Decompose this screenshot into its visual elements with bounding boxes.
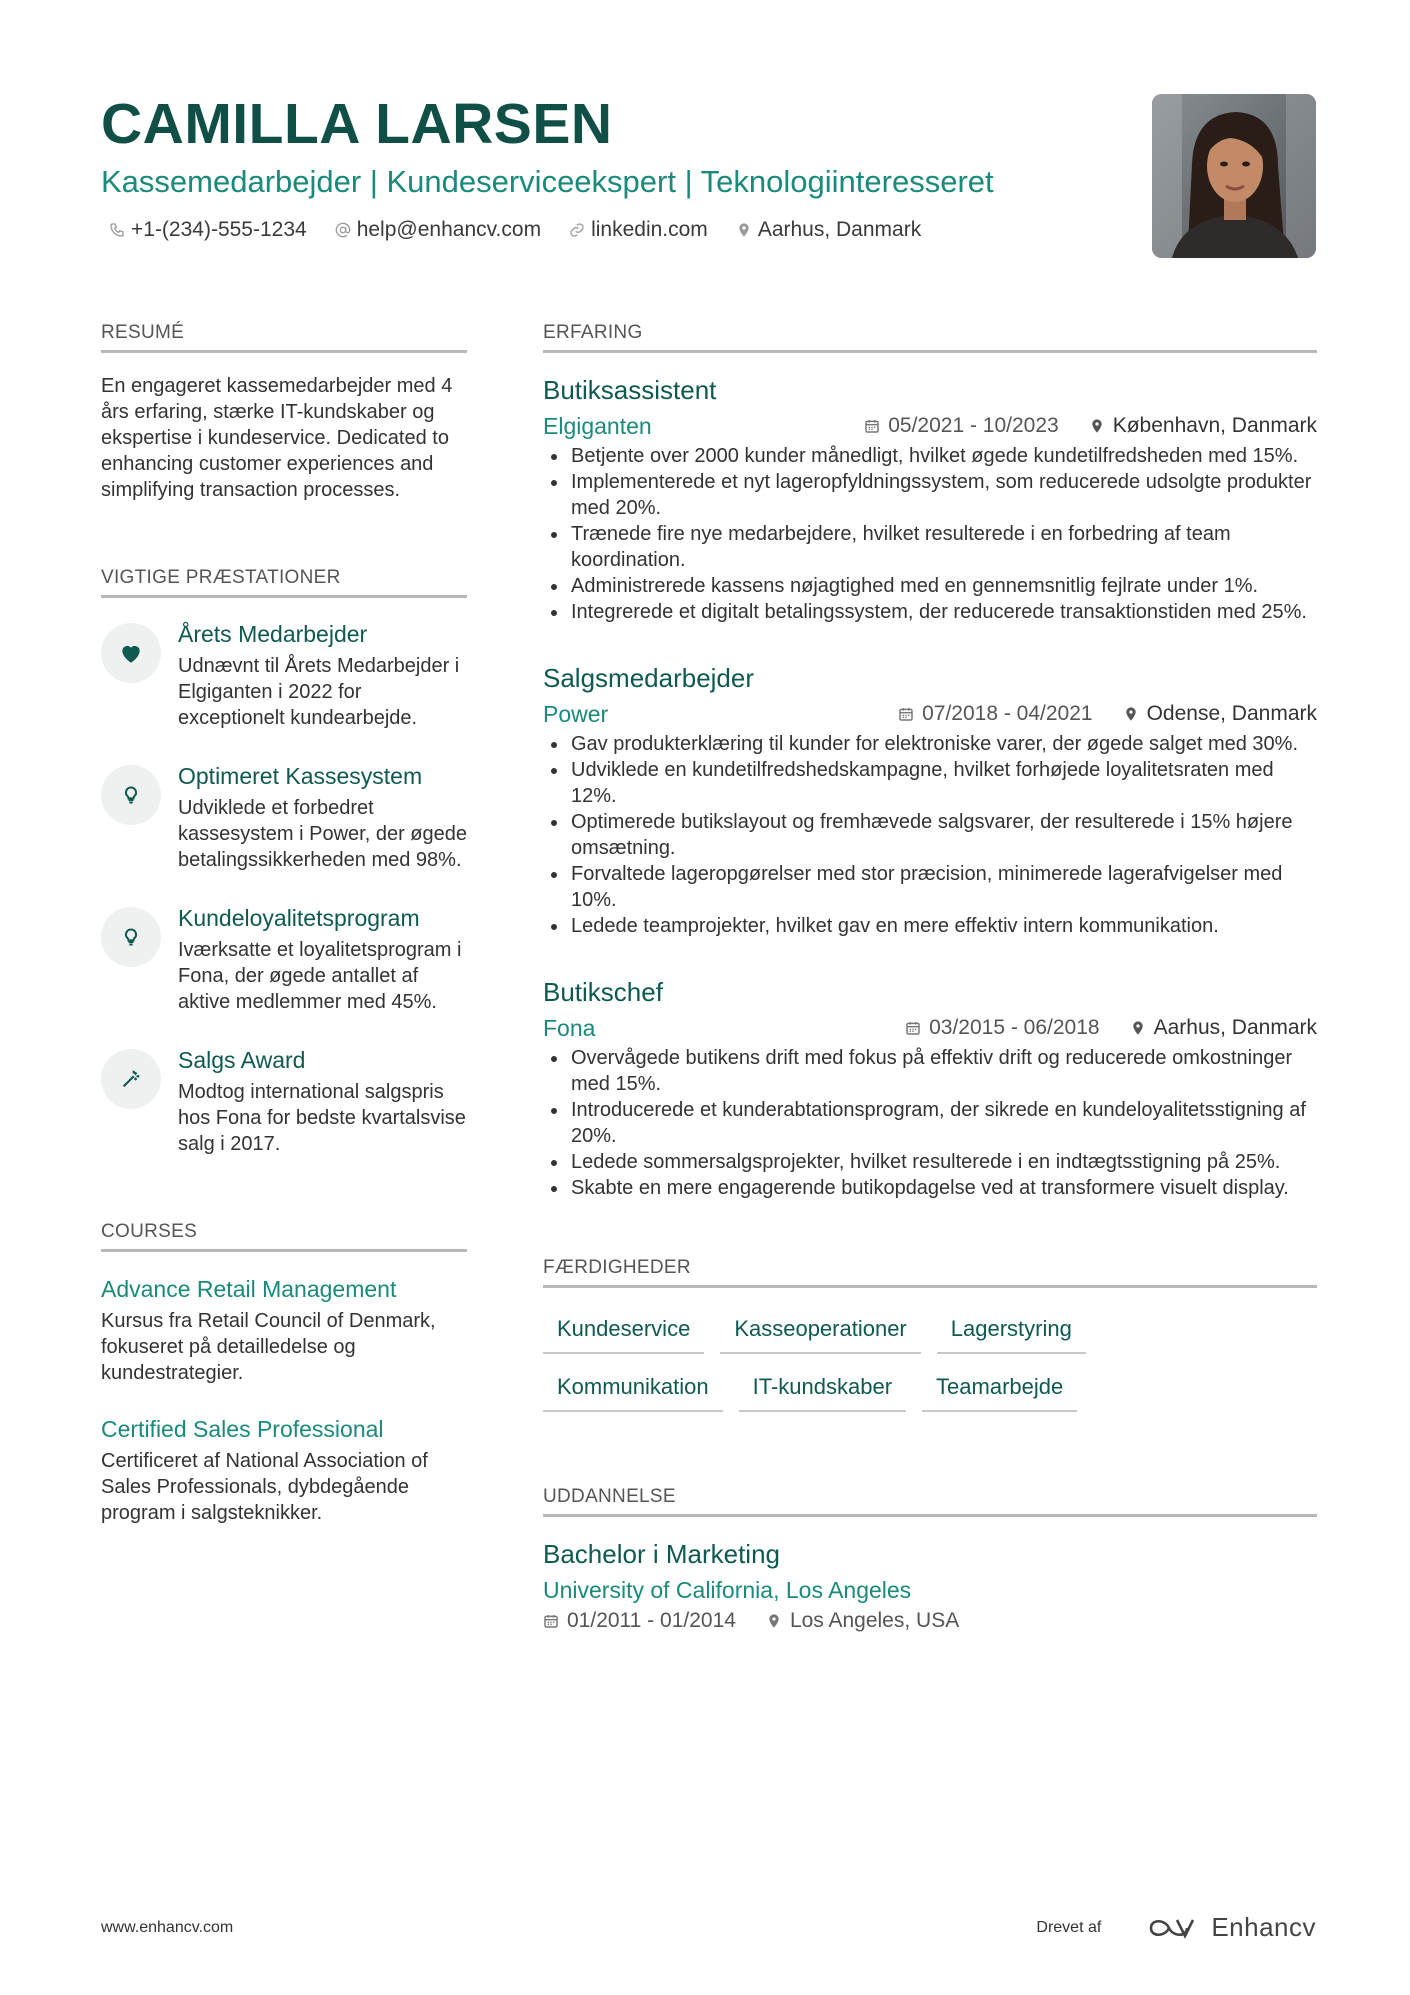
achievement-text: Modtog international salgspris hos Fona for bedste kvartalsvise salg i 2017. bbox=[178, 1081, 466, 1155]
calendar-icon bbox=[898, 706, 914, 722]
contact-location bbox=[736, 216, 921, 244]
education-section bbox=[543, 1484, 1317, 1633]
achievement-text: Udviklede et forbedret kassesystem i Power, der øgede betalingssikkerheden med 98%. bbox=[178, 797, 468, 871]
list-item: Introducerede et kunderabtationsprogram, der sikrede en kundeloyalitetsstigning af 20%. bbox=[543, 1097, 1317, 1149]
job-meta-row bbox=[543, 411, 1317, 441]
magic-wand-icon bbox=[101, 1049, 161, 1109]
footer-site-link[interactable]: www.enhancv.com bbox=[101, 1918, 234, 1936]
job-company: Fona bbox=[543, 1015, 596, 1041]
link-icon bbox=[569, 222, 585, 238]
job-dates bbox=[864, 414, 1058, 438]
course-item bbox=[101, 1414, 467, 1526]
summary-section bbox=[101, 320, 467, 503]
lightbulb-icon bbox=[101, 907, 161, 967]
job-title: Salgsmedarbejder bbox=[543, 663, 755, 693]
course-item bbox=[101, 1274, 467, 1386]
profile-photo bbox=[1152, 94, 1316, 258]
job-entry bbox=[543, 661, 1317, 939]
achievement-body bbox=[178, 761, 467, 873]
location-pin-icon bbox=[1089, 417, 1105, 435]
list-item: Ledede teamprojekter, hvilket gav en mere effektiv intern kommunikation. bbox=[543, 913, 1317, 939]
summary-heading: RESUMÉ bbox=[101, 320, 467, 353]
job-company: Elgiganten bbox=[543, 413, 652, 439]
achievement-item bbox=[101, 619, 467, 731]
achievement-title: Optimeret Kassesystem bbox=[178, 763, 423, 789]
education-heading: UDDANNELSE bbox=[543, 1484, 1317, 1517]
course-text: Kursus fra Retail Council of Denmark, fokuseret på detailledelse og kundestrategier. bbox=[101, 1310, 436, 1384]
achievement-body bbox=[178, 903, 467, 1015]
calendar-icon bbox=[543, 1613, 559, 1629]
courses-heading: COURSES bbox=[101, 1219, 467, 1252]
summary-text: En engageret kassemedarbejder med 4 års erfaring, stærke IT-kundskaber og ekspertise i kundeservice. Dedicated to enhancing customer experiences and simplifying transaction processes. bbox=[101, 375, 453, 501]
job-dates bbox=[905, 1016, 1099, 1040]
job-bullets bbox=[543, 731, 1317, 939]
location-text: Aarhus, Danmark bbox=[757, 218, 922, 241]
skills-heading: FÆRDIGHEDER bbox=[543, 1255, 1317, 1288]
education-school: University of California, Los Angeles bbox=[543, 1577, 912, 1603]
job-meta bbox=[898, 702, 1317, 726]
list-item: Udviklede en kundetilfredshedskampagne, hvilket forhøjede loyalitetsraten med 12%. bbox=[543, 757, 1317, 809]
achievements-heading: VIGTIGE PRÆSTATIONER bbox=[101, 565, 467, 598]
contact-email[interactable] bbox=[335, 216, 541, 244]
job-company: Power bbox=[543, 701, 609, 727]
job-dates-text: 05/2021 - 10/2023 bbox=[888, 414, 1059, 437]
email-text: help@enhancv.com bbox=[356, 218, 542, 241]
achievement-text: Udnævnt til Årets Medarbejder i Elgiganten i 2022 for exceptionelt kundearbejde. bbox=[178, 655, 460, 729]
education-dates bbox=[543, 1609, 736, 1633]
list-item: Administrerede kassens nøjagtighed med en gennemsnitlig fejlrate under 1%. bbox=[543, 573, 1317, 599]
list-item: Skabte en mere engagerende butikopdagelse ved at transformere visuelt display. bbox=[543, 1175, 1317, 1201]
job-location bbox=[1123, 702, 1317, 726]
right-column bbox=[543, 320, 1317, 1633]
achievement-title: Salgs Award bbox=[178, 1047, 306, 1073]
education-location-text: Los Angeles, USA bbox=[789, 1609, 960, 1632]
skill-tag: Lagerstyring bbox=[937, 1310, 1086, 1354]
location-pin-icon bbox=[1130, 1019, 1146, 1037]
job-entry bbox=[543, 373, 1317, 625]
calendar-icon bbox=[864, 418, 880, 434]
job-entry bbox=[543, 975, 1317, 1201]
location-pin-icon bbox=[1123, 705, 1139, 723]
footer bbox=[101, 1912, 1316, 1943]
skill-tag: Kasseoperationer bbox=[720, 1310, 920, 1354]
at-icon bbox=[335, 222, 351, 238]
education-location bbox=[766, 1609, 959, 1633]
skills-list bbox=[543, 1310, 1143, 1412]
phone-text: +1-(234)-555-1234 bbox=[131, 218, 307, 241]
course-title: Certified Sales Professional bbox=[101, 1416, 384, 1442]
education-dates-text: 01/2011 - 01/2014 bbox=[567, 1609, 736, 1632]
footer-brand bbox=[1036, 1912, 1316, 1943]
job-bullets bbox=[543, 443, 1317, 625]
skill-tag: IT-kundskaber bbox=[739, 1368, 906, 1412]
list-item: Gav produkterklæring til kunder for elektroniske varer, der øgede salget med 30%. bbox=[543, 731, 1317, 757]
powered-by-text: Drevet af bbox=[1036, 1918, 1102, 1936]
job-meta bbox=[905, 1016, 1317, 1040]
list-item: Betjente over 2000 kunder månedligt, hvilket øgede kundetilfredsheden med 15%. bbox=[543, 443, 1317, 469]
job-dates bbox=[898, 702, 1092, 726]
left-column bbox=[101, 320, 467, 1526]
phone-icon bbox=[109, 222, 125, 238]
skills-section bbox=[543, 1255, 1317, 1412]
job-title: Butikschef bbox=[543, 977, 663, 1007]
achievement-title: Kundeloyalitetsprogram bbox=[178, 905, 420, 931]
courses-section bbox=[101, 1219, 467, 1526]
achievement-body bbox=[178, 619, 467, 731]
job-meta-row bbox=[543, 699, 1317, 729]
heart-icon bbox=[101, 623, 161, 683]
portrait-icon bbox=[1152, 94, 1316, 258]
calendar-icon bbox=[905, 1020, 921, 1036]
skill-tag: Teamarbejde bbox=[922, 1368, 1077, 1412]
achievement-title: Årets Medarbejder bbox=[178, 621, 368, 647]
list-item: Optimerede butikslayout og fremhævede salgsvarer, der resulterede i 15% højere omsætning. bbox=[543, 809, 1317, 861]
job-bullets bbox=[543, 1045, 1317, 1201]
list-item: Trænede fire nye medarbejdere, hvilket resulterede i en forbedring af team koordination. bbox=[543, 521, 1317, 573]
achievements-section bbox=[101, 565, 467, 1157]
job-location-text: Odense, Danmark bbox=[1146, 702, 1317, 725]
location-pin-icon bbox=[736, 222, 752, 238]
list-item: Implementerede et nyt lageropfyldningssystem, som reducerede udsolgte produkter med 20%. bbox=[543, 469, 1317, 521]
job-dates-text: 03/2015 - 06/2018 bbox=[929, 1016, 1100, 1039]
course-text: Certificeret af National Association of Sales Professionals, dybdegående program i salgsteknikker. bbox=[101, 1450, 428, 1524]
location-pin-icon bbox=[766, 1612, 782, 1630]
achievement-body bbox=[178, 1045, 467, 1157]
contact-phone bbox=[109, 216, 307, 244]
achievement-item bbox=[101, 1045, 467, 1157]
list-item: Forvaltede lageropgørelser med stor præcision, minimerede lagerafvigelser med 10%. bbox=[543, 861, 1317, 913]
job-location-text: Aarhus, Danmark bbox=[1153, 1016, 1317, 1039]
experience-heading: ERFARING bbox=[543, 320, 1317, 353]
job-location bbox=[1130, 1016, 1317, 1040]
skill-tag: Kommunikation bbox=[543, 1368, 723, 1412]
enhancv-logo-icon bbox=[1147, 1915, 1195, 1941]
course-title: Advance Retail Management bbox=[101, 1276, 397, 1302]
experience-section bbox=[543, 320, 1317, 1201]
education-meta bbox=[543, 1609, 1317, 1633]
list-item: Integrerede et digitalt betalingssystem, der reducerede transaktionstiden med 25%. bbox=[543, 599, 1317, 625]
achievement-item bbox=[101, 903, 467, 1015]
job-meta-row bbox=[543, 1013, 1317, 1043]
linkedin-text: linkedin.com bbox=[591, 218, 708, 241]
achievement-text: Iværksatte et loyalitetsprogram i Fona, der øgede antallet af aktive medlemmer med 45%. bbox=[178, 939, 462, 1013]
candidate-name: CAMILLA LARSEN bbox=[101, 92, 613, 156]
job-title: Butiksassistent bbox=[543, 375, 717, 405]
list-item: Ledede sommersalgsprojekter, hvilket resulterede i en indtægtsstigning på 25%. bbox=[543, 1149, 1317, 1175]
job-location-text: København, Danmark bbox=[1112, 414, 1317, 437]
job-meta bbox=[864, 414, 1317, 438]
achievement-item bbox=[101, 761, 467, 873]
job-dates-text: 07/2018 - 04/2021 bbox=[922, 702, 1093, 725]
brand-name: Enhancv bbox=[1211, 1912, 1316, 1942]
candidate-headline: Kassemedarbejder | Kundeserviceekspert | Teknologiinteresseret bbox=[101, 164, 994, 199]
resume-header bbox=[101, 92, 1151, 244]
education-degree: Bachelor i Marketing bbox=[543, 1539, 780, 1569]
contact-linkedin[interactable] bbox=[569, 216, 708, 244]
lightbulb-icon bbox=[101, 765, 161, 825]
job-location bbox=[1089, 414, 1317, 438]
list-item: Overvågede butikens drift med fokus på effektiv drift og reducerede omkostninger med 15%. bbox=[543, 1045, 1317, 1097]
skill-tag: Kundeservice bbox=[543, 1310, 704, 1354]
contact-row bbox=[101, 216, 1151, 244]
